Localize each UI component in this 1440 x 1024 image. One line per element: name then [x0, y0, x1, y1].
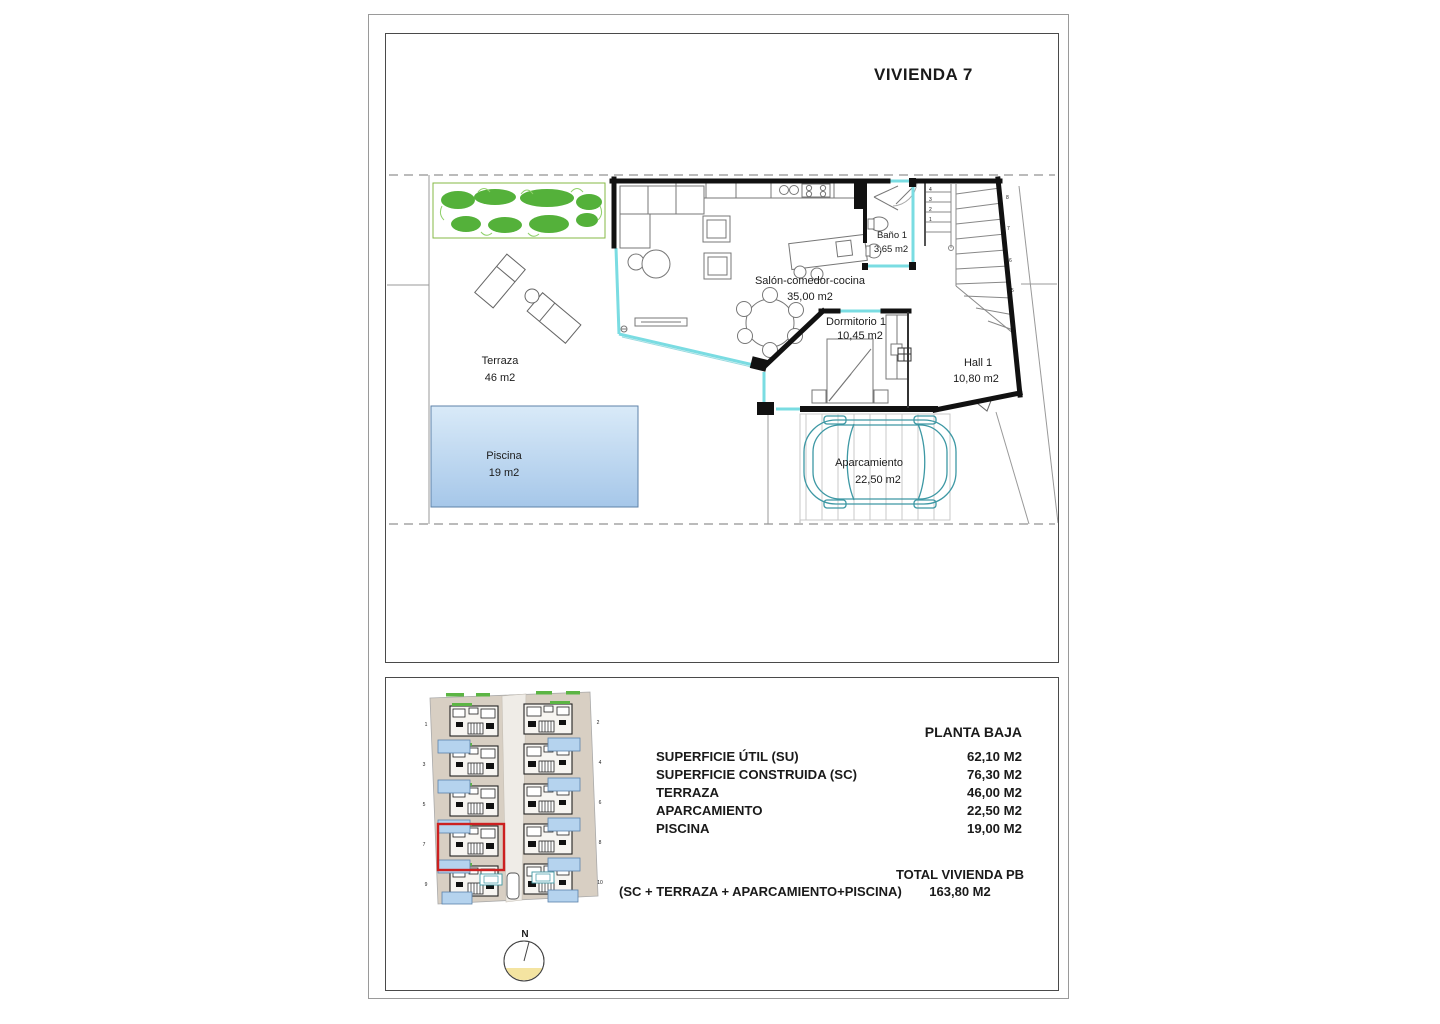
- floor-plan-drawing: [386, 34, 1058, 662]
- page-title: VIVIENDA 7: [874, 65, 973, 84]
- table-row: PISCINA 19,00 M2: [656, 821, 1022, 836]
- svg-text:10,45 m2: 10,45 m2: [837, 330, 883, 342]
- total-value: 163,80 M2: [929, 884, 991, 899]
- svg-text:35,00 m2: 35,00 m2: [787, 291, 833, 303]
- svg-text:1: 1: [424, 722, 428, 728]
- summary-table: [656, 748, 1022, 838]
- room-label-aparcamiento: Aparcamiento: [835, 457, 903, 469]
- total-label: TOTAL VIVIENDA PB: [895, 867, 1025, 882]
- room-label-hall: Hall 1: [963, 357, 993, 369]
- summary-header: PLANTA BAJA: [924, 724, 1022, 740]
- svg-text:2: 2: [929, 207, 932, 213]
- room-label-bano: Baño 1: [876, 230, 908, 241]
- table-row: SUPERFICIE CONSTRUIDA (SC) 76,30 M2: [656, 767, 1022, 782]
- summary-panel: [385, 677, 1059, 991]
- table-row: TERRAZA 46,00 M2: [656, 785, 1022, 800]
- north-compass-icon: [504, 929, 544, 981]
- pool: [431, 406, 638, 507]
- svg-text:8: 8: [1006, 195, 1009, 201]
- room-label-piscina: Piscina: [486, 450, 522, 462]
- north-label: N: [521, 929, 529, 940]
- svg-text:9: 9: [424, 882, 428, 888]
- svg-text:6: 6: [1009, 258, 1012, 264]
- svg-text:10,80 m2: 10,80 m2: [953, 373, 999, 385]
- table-row: APARCAMIENTO 22,50 M2: [656, 803, 1022, 818]
- svg-text:3: 3: [422, 762, 426, 768]
- table-row: SUPERFICIE ÚTIL (SU) 62,10 M2: [656, 749, 1022, 764]
- glazing-inner-line: [622, 337, 756, 368]
- svg-text:5: 5: [422, 802, 426, 808]
- svg-text:6: 6: [598, 800, 602, 806]
- svg-text:10: 10: [597, 880, 603, 886]
- svg-text:3: 3: [929, 197, 932, 203]
- svg-text:7: 7: [1007, 226, 1010, 232]
- svg-text:19 m2: 19 m2: [488, 467, 520, 479]
- drawing-sheet: [368, 14, 1069, 999]
- svg-text:22,50 m2: 22,50 m2: [855, 474, 901, 486]
- total-block: [886, 866, 1034, 900]
- svg-text:1: 1: [929, 217, 932, 223]
- site-driveway: [502, 694, 526, 902]
- garden-bed: [433, 183, 605, 238]
- svg-text:8: 8: [598, 840, 602, 846]
- svg-text:4: 4: [598, 760, 602, 766]
- terrace-loungers: [475, 254, 581, 343]
- room-label-salon: Salón-comedor-cocina: [754, 275, 866, 287]
- svg-text:46 m2: 46 m2: [484, 372, 516, 384]
- svg-text:7: 7: [422, 842, 426, 848]
- svg-text:4: 4: [929, 187, 932, 193]
- svg-text:2: 2: [596, 720, 600, 726]
- svg-text:5: 5: [1011, 288, 1014, 294]
- floor-plan-panel: [385, 33, 1059, 663]
- total-formula: (SC + TERRAZA + APARCAMIENTO+PISCINA): [619, 884, 902, 899]
- room-label-terraza: Terraza: [481, 355, 519, 367]
- svg-text:3,65 m2: 3,65 m2: [873, 244, 909, 255]
- room-label-dormitorio: Dormitorio 1: [826, 316, 886, 328]
